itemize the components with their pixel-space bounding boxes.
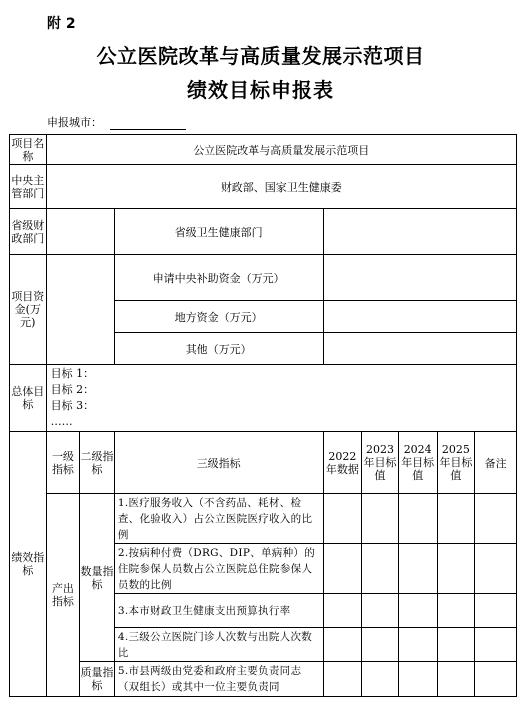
col-2025: 2025年目标值 <box>437 432 475 494</box>
cell-3-2025[interactable] <box>437 594 475 628</box>
attachment-label: 附 2 <box>47 16 76 32</box>
funds-central-value[interactable] <box>323 255 516 301</box>
project-name-value: 公立医院改革与高质量发展示范项目 <box>46 135 516 165</box>
page-subtitle: 绩效目标申报表 <box>187 78 334 102</box>
provincial-health-label: 省级卫生健康部门 <box>114 209 323 255</box>
funds-total-value[interactable] <box>46 255 114 365</box>
output-label: 产出指标 <box>46 494 80 697</box>
cell-3-remark[interactable] <box>475 594 517 628</box>
performance-target-table <box>9 134 517 697</box>
cell-1-remark[interactable] <box>475 494 517 544</box>
col-level2: 二级指标 <box>80 432 115 494</box>
cell-4-2023[interactable] <box>362 628 399 662</box>
goal-2: 目标 2： <box>50 383 95 396</box>
funds-local-value[interactable] <box>323 301 516 333</box>
cell-3-2024[interactable] <box>398 594 437 628</box>
overall-goal-value[interactable] <box>46 365 516 432</box>
indicator-1: 1.医疗服务收入（不含药品、耗材、检查、化验收入）占公立医院医疗收入的比例 <box>114 494 323 544</box>
cell-3-2023[interactable] <box>362 594 399 628</box>
funds-label: 项目资金(万元) <box>10 255 47 365</box>
cell-1-2023[interactable] <box>362 494 399 544</box>
cell-1-2024[interactable] <box>398 494 437 544</box>
central-dept-value: 财政部、国家卫生健康委 <box>46 165 516 209</box>
cell-1-2025[interactable] <box>437 494 475 544</box>
cell-5-remark[interactable] <box>475 662 517 697</box>
funds-central-label: 申请中央补助资金（万元） <box>114 255 323 301</box>
indicator-5: 5.市县两级由党委和政府主要负责同志（双组长）或其中一位主要负责同 <box>114 662 323 697</box>
indicator-3: 3.本市财政卫生健康支出预算执行率 <box>114 594 323 628</box>
cell-4-2024[interactable] <box>398 628 437 662</box>
cell-5-2023[interactable] <box>362 662 399 697</box>
col-remark: 备注 <box>475 432 517 494</box>
cell-4-remark[interactable] <box>475 628 517 662</box>
project-name-label: 项目名称 <box>11 136 45 163</box>
col-level1: 一级指标 <box>46 432 80 494</box>
provincial-health-value[interactable] <box>323 209 516 255</box>
funds-local-label: 地方资金（万元） <box>114 301 323 333</box>
cell-2-remark[interactable] <box>475 544 517 594</box>
quantity-label: 数量指标 <box>80 494 115 662</box>
cell-3-2022[interactable] <box>323 594 362 628</box>
cell-4-2025[interactable] <box>437 628 475 662</box>
indicator-2: 2.按病种付费（DRG、DIP、单病种）的住院参保人员数占公立医院总住院参保人员数的比例 <box>114 544 323 594</box>
page-title: 公立医院改革与高质量发展示范项目 <box>96 44 425 68</box>
cell-2-2024[interactable] <box>398 544 437 594</box>
provincial-finance-value[interactable] <box>46 209 114 255</box>
perf-label: 绩效指标 <box>10 432 47 697</box>
provincial-finance-label: 省级财政部门 <box>10 209 47 255</box>
city-label: 申报城市： <box>47 116 102 129</box>
cell-5-2022[interactable] <box>323 662 362 697</box>
col-level3: 三级指标 <box>114 432 323 494</box>
quality-label: 质量指标 <box>80 662 115 697</box>
cell-2-2023[interactable] <box>362 544 399 594</box>
funds-other-label: 其他（万元） <box>114 333 323 365</box>
city-input-line[interactable] <box>110 129 186 130</box>
cell-5-2025[interactable] <box>437 662 475 697</box>
funds-other-value[interactable] <box>323 333 516 365</box>
cell-4-2022[interactable] <box>323 628 362 662</box>
col-2023: 2023年目标值 <box>362 432 399 494</box>
goal-3: 目标 3： <box>50 399 95 412</box>
goal-more: …… <box>50 415 73 428</box>
goal-1: 目标 1： <box>50 367 95 380</box>
cell-5-2024[interactable] <box>398 662 437 697</box>
indicator-4: 4.三级公立医院门诊人次数与出院人次数比 <box>114 628 323 662</box>
col-2022: 2022年数据 <box>323 432 362 494</box>
central-dept-label: 中央主管部门 <box>10 165 47 209</box>
cell-1-2022[interactable] <box>323 494 362 544</box>
overall-goal-label: 总体目标 <box>10 365 47 432</box>
cell-2-2022[interactable] <box>323 544 362 594</box>
col-2024: 2024年目标值 <box>398 432 437 494</box>
cell-2-2025[interactable] <box>437 544 475 594</box>
